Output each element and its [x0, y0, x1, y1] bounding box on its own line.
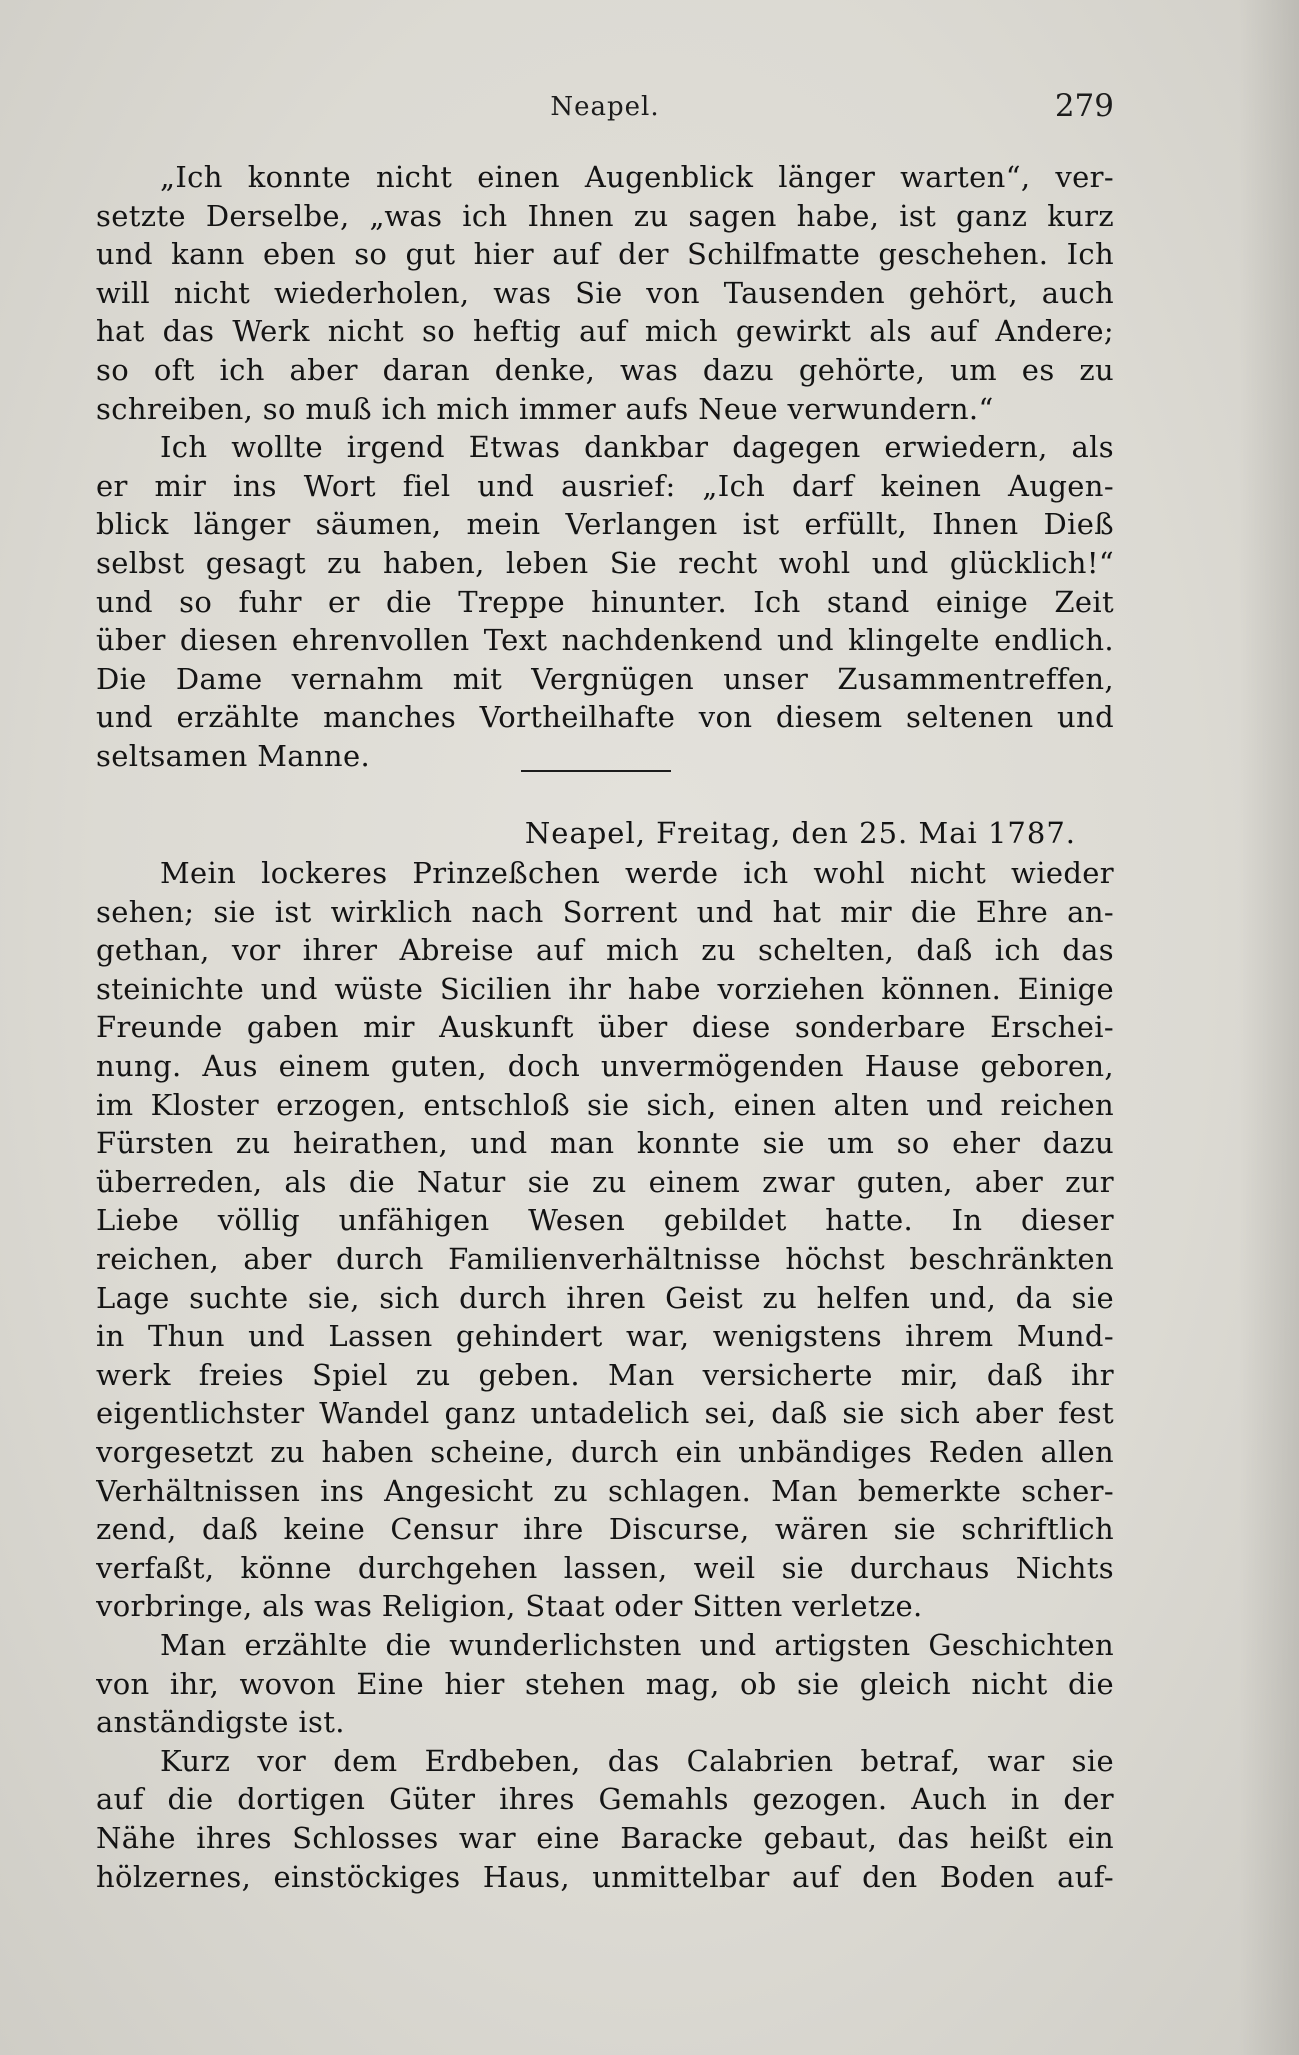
paragraph-1: [96, 158, 1114, 428]
text-line: anständigste ist.: [96, 1705, 345, 1740]
text-line: schreiben, so muß ich mich immer aufs Neue verwundern.“: [96, 391, 994, 426]
text-line: und so fuhr er die Treppe hinunter. Ich stand einige Zeit: [96, 584, 1114, 619]
paragraph-4: [96, 1626, 1114, 1742]
text-line: Kurz vor dem Erdbeben, das Calabrien betraf, war sie: [160, 1743, 1114, 1778]
dateline: Neapel, Freitag, den 25. Mai 1787.: [524, 816, 1076, 851]
text-line: sehen; sie ist wirklich nach Sorrent und hat mir die Ehre an-: [96, 894, 1114, 929]
text-line: werk freies Spiel zu geben. Man versicherte mir, daß ihr: [96, 1357, 1114, 1392]
text-line: gethan, vor ihrer Abreise auf mich zu schelten, daß ich das: [96, 933, 1114, 968]
body-text: [96, 158, 1114, 1896]
text-line: in Thun und Lassen gehindert war, wenigstens ihrem Mund-: [96, 1319, 1114, 1354]
text-line: zend, daß keine Censur ihre Discurse, wären sie schriftlich: [96, 1512, 1114, 1547]
text-line: von ihr, wovon Eine hier stehen mag, ob sie gleich nicht die: [96, 1666, 1114, 1701]
text-line: Freunde gaben mir Auskunft über diese sonderbare Erschei-: [96, 1010, 1114, 1045]
text-line: über diesen ehrenvollen Text nachdenkend und klingelte endlich.: [96, 623, 1114, 658]
text-line: vorbringe, als was Religion, Staat oder Sitten verletze.: [96, 1589, 923, 1624]
text-line: und erzählte manches Vortheilhafte von diesem seltenen und: [96, 700, 1114, 735]
text-line: Liebe völlig unfähigen Wesen gebildet hatte. In dieser: [96, 1203, 1114, 1238]
text-line: Ich wollte irgend Etwas dankbar dagegen erwiedern, als: [160, 430, 1114, 465]
text-line: überreden, als die Natur sie zu einem zwar guten, aber zur: [96, 1164, 1114, 1199]
paragraph-3: [96, 854, 1114, 1626]
page-number: 279: [1054, 88, 1114, 124]
text-line: Die Dame vernahm mit Vergnügen unser Zusammentreffen,: [96, 661, 1114, 696]
text-line: selbst gesagt zu haben, leben Sie recht wohl und glücklich!“: [96, 545, 1114, 580]
text-line: seltsamen Manne.: [96, 738, 371, 773]
text-line: setzte Derselbe, „was ich Ihnen zu sagen habe, ist ganz kurz: [96, 198, 1114, 233]
text-line: im Kloster erzogen, entschloß sie sich, einen alten und reichen: [96, 1087, 1114, 1122]
paragraph-5: [96, 1742, 1114, 1896]
text-line: Fürsten zu heirathen, und man konnte sie um so eher dazu: [96, 1126, 1114, 1161]
text-line: auf die dortigen Güter ihres Gemahls gezogen. Auch in der: [96, 1782, 1114, 1817]
divider-rule: [521, 770, 671, 772]
text-line: steinichte und wüste Sicilien ihr habe vorziehen können. Einige: [96, 971, 1114, 1006]
text-line: und kann eben so gut hier auf der Schilfmatte geschehen. Ich: [96, 237, 1114, 272]
text-line: hat das Werk nicht so heftig auf mich gewirkt als auf Andere;: [96, 314, 1114, 349]
text-line: Man erzählte die wunderlichsten und artigsten Geschichten: [160, 1627, 1114, 1662]
section-divider: [96, 776, 1114, 815]
text-line: eigentlichster Wandel ganz untadelich sei, daß sie sich aber fest: [96, 1396, 1114, 1431]
page-header: [96, 88, 1114, 132]
text-line: blick länger säumen, mein Verlangen ist erfüllt, Ihnen Dieß: [96, 507, 1114, 542]
text-line: Lage suchte sie, sich durch ihren Geist zu helfen und, da sie: [96, 1280, 1114, 1315]
text-line: Mein lockeres Prinzeßchen werde ich wohl nicht wieder: [160, 856, 1114, 891]
text-line: vorgesetzt zu haben scheine, durch ein unbändiges Reden allen: [96, 1435, 1114, 1469]
text-line: nung. Aus einem guten, doch unvermögenden Hause geboren,: [96, 1049, 1114, 1084]
page-edge-shadow: [1239, 0, 1299, 2055]
text-line: Nähe ihres Schlosses war eine Baracke gebaut, das heißt ein: [96, 1820, 1114, 1855]
text-line: Verhältnissen ins Angesicht zu schlagen. Man bemerkte scher-: [96, 1473, 1114, 1508]
text-line: „Ich konnte nicht einen Augenblick länger warten“, ver-: [160, 160, 1114, 194]
text-line: will nicht wiederholen, was Sie von Tausenden gehört, auch: [96, 275, 1114, 310]
text-line: er mir ins Wort fiel und ausrief: „Ich darf keinen Augen-: [96, 468, 1114, 503]
text-line: reichen, aber durch Familienverhältnisse höchst beschränkten: [96, 1242, 1114, 1277]
text-line: hölzernes, einstöckiges Haus, unmittelbar auf den Boden auf-: [96, 1859, 1114, 1894]
text-line: so oft ich aber daran denke, was dazu gehörte, um es zu: [96, 352, 1114, 387]
paragraph-2: [96, 428, 1114, 775]
text-line: verfaßt, könne durchgehen lassen, weil sie durchaus Nichts: [96, 1550, 1114, 1585]
running-head: Neapel.: [550, 92, 660, 122]
